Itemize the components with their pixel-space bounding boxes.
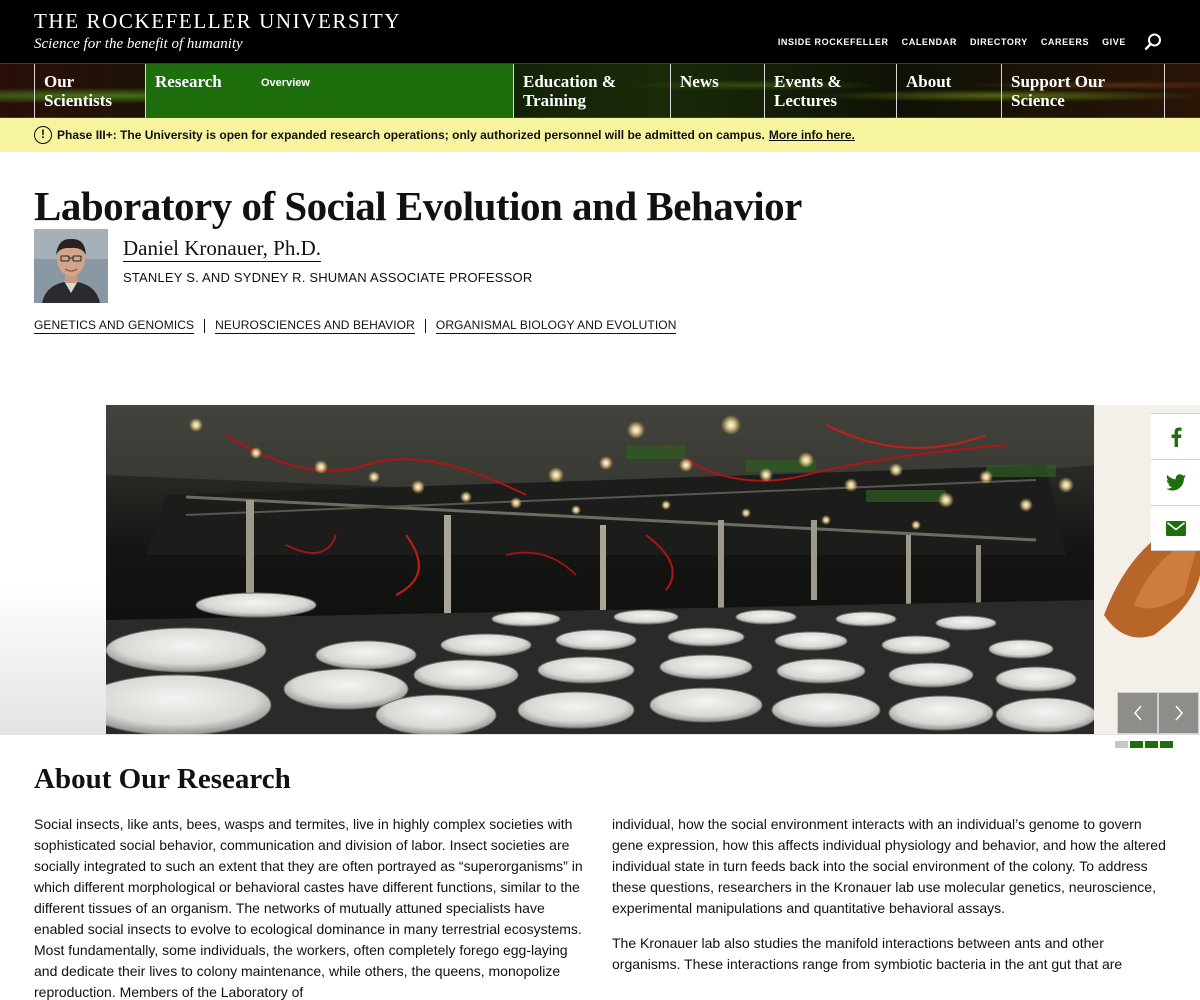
brand-name: THE ROCKEFELLER UNIVERSITY: [34, 9, 402, 33]
share-email-button[interactable]: [1151, 505, 1200, 551]
nav-item-education-training[interactable]: [513, 64, 670, 119]
nav-label: Science: [1011, 91, 1065, 110]
avatar[interactable]: [34, 229, 108, 303]
about-column-right: [612, 814, 1168, 989]
utility-link-calendar[interactable]: CALENDAR: [901, 37, 957, 47]
tag-divider: [425, 319, 426, 333]
exclamation-circle-icon: !: [34, 126, 52, 144]
nav-label: Research: [155, 72, 222, 91]
tag-neurosciences-and-behavior[interactable]: NEUROSCIENCES AND BEHAVIOR: [215, 318, 415, 332]
alert-banner: [0, 118, 1200, 152]
utility-link-give[interactable]: GIVE: [1102, 37, 1126, 47]
slider-prev-button[interactable]: [1117, 692, 1158, 734]
slider-dot-2[interactable]: [1130, 741, 1143, 748]
alert-text: Phase III+: The University is open for expanded research operations; only authorized personnel will be admitted on campus.: [57, 128, 765, 142]
nav-label: Events &: [774, 72, 842, 91]
alert-message: [57, 128, 855, 142]
nav-label: Our: [44, 72, 75, 91]
pi-title: STANLEY S. AND SYDNEY R. SHUMAN ASSOCIATE PROFESSOR: [123, 270, 533, 285]
tag-organismal-biology-and-evolution[interactable]: ORGANISMAL BIOLOGY AND EVOLUTION: [435, 318, 677, 332]
about-paragraph: The Kronauer lab also studies the manifold interactions between ants and other organisms. These interactions range from symbiotic bacteria in the ant gut that are: [612, 935, 1123, 972]
slider-dots: [1115, 741, 1173, 748]
nav-label: Training: [523, 91, 586, 110]
nav-label: Scientists: [44, 91, 112, 110]
nav-item-research[interactable]: [145, 64, 513, 119]
slider-dot-3[interactable]: [1145, 741, 1158, 748]
utility-nav: [778, 37, 1126, 47]
slider-dot-1[interactable]: [1115, 741, 1128, 748]
nav-label: Education &: [523, 72, 617, 91]
about-paragraph: Social insects, like ants, bees, wasps and termites, live in highly complex societies with sophisticated social behavior, communication and division of labor. Insect societies are socially integrated to such an extent that they are often portrayed as “superorganisms” in which different morphological or behavioral castes have different functions, similar to the different tissues of an organism. The networks of mutually attuned specialists have enabled social insects to evolve to ecological dominance in many terrestrial ecosystems. Most fundamentally, some individuals, the workers, often completely forego egg-laying and dedicate their lives to colony maintenance, while others, the queens, monopolize reproduction. Members of the Laboratory of: [34, 816, 583, 1000]
site-header: [0, 0, 1200, 63]
twitter-icon: [1166, 474, 1186, 491]
nav-label: About: [906, 72, 952, 91]
facebook-icon: [1170, 427, 1182, 447]
chevron-left-icon: [1133, 705, 1143, 721]
main-nav: [0, 63, 1200, 118]
email-icon: [1166, 521, 1186, 536]
slider-dot-4[interactable]: [1160, 741, 1173, 748]
hero-slide-image[interactable]: [106, 405, 1094, 734]
tag-divider: [204, 319, 205, 333]
nav-item-about[interactable]: [896, 64, 1001, 119]
brand-tagline: Science for the benefit of humanity: [34, 36, 243, 52]
utility-link-careers[interactable]: CAREERS: [1040, 37, 1090, 47]
nav-item-support-our-science[interactable]: [1001, 64, 1165, 119]
nav-item-news[interactable]: [670, 64, 764, 119]
utility-link-inside-rockefeller[interactable]: INSIDE ROCKEFELLER: [777, 37, 889, 47]
site-logo[interactable]: [34, 10, 401, 54]
nav-item-our-scientists[interactable]: [34, 64, 145, 119]
about-paragraph: individual, how the social environment interacts with an individual’s genome to govern gene expression, how this affects individual physiology and behavior, and how the altered individual state in turn feeds back into the social environment of the colony. To address these questions, researchers in the Kronauer lab use molecular genetics, neuroscience, experimental manipulations and quantitative behavioral assays.: [612, 816, 1166, 916]
nav-label: Support Our: [1011, 72, 1105, 91]
nav-subitem-overview[interactable]: Overview: [261, 77, 310, 89]
share-facebook-button[interactable]: [1151, 413, 1200, 459]
page-title: Laboratory of Social Evolution and Behavior: [34, 183, 802, 229]
slider-next-button[interactable]: [1158, 692, 1199, 734]
nav-label: News: [680, 72, 719, 91]
utility-link-directory[interactable]: DIRECTORY: [969, 37, 1028, 47]
alert-more-info-link[interactable]: More info here.: [768, 128, 855, 142]
about-heading: About Our Research: [34, 763, 291, 795]
tag-genetics-and-genomics[interactable]: GENETICS AND GENOMICS: [34, 318, 195, 332]
pi-name-link[interactable]: Daniel Kronauer, Ph.D.: [123, 236, 322, 260]
about-column-left: [34, 814, 592, 1000]
chevron-right-icon: [1174, 705, 1184, 721]
search-icon[interactable]: [1143, 32, 1163, 52]
share-twitter-button[interactable]: [1151, 459, 1200, 505]
research-area-tags: [34, 318, 676, 334]
nav-label: Lectures: [774, 91, 837, 110]
nav-item-events-lectures[interactable]: [764, 64, 896, 119]
